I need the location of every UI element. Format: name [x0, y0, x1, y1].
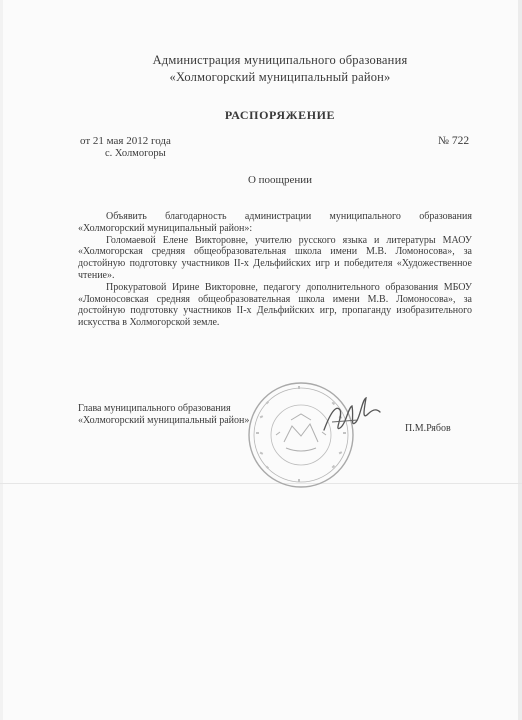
scan-edge-right	[518, 0, 522, 720]
document-number: № 722	[438, 135, 470, 147]
document-subject: О поощрении	[247, 174, 313, 186]
body-paragraph-2: Голомаевой Елене Викторовне, учителю русского языка и литературы МАОУ «Холмогорская средняя общеобразовательная школа имени М.В. Ломоносова», за достойную подготовку участников II-х Дельфийских игр и победителя «Художественное чтение».	[78, 234, 472, 281]
body-paragraph-1: Объявить благодарность администрации муниципального образования «Холмогорский муниципальный район»:	[78, 211, 472, 234]
signatory-title-line-2: «Холмогорский муниципальный район»	[78, 415, 250, 426]
document-type: РАСПОРЯЖЕНИЕ	[224, 108, 336, 122]
document-place: с. Холмогоры	[105, 148, 166, 159]
signatory-title-line-1: Глава муниципального образования	[78, 403, 231, 414]
handwritten-signature-icon	[318, 392, 388, 442]
body-paragraph-3: Прокуратовой Ирине Викторовне, педагогу дополнительного образования МБОУ «Ломоносовская средняя общеобразовательная школа имени М.В. Ломоносова», за достойную подготовку участников II-х Дельфийских игр, пропаганду изобразительного искусства в Холмогорской земле.	[78, 281, 472, 329]
issuer-line-2: «Холмогорский муниципальный район»	[169, 70, 391, 84]
document-date: от 21 мая 2012 года	[80, 135, 171, 147]
issuer-line-1: Администрация муниципального образования	[152, 53, 408, 67]
issuer-header	[90, 52, 470, 86]
signatory-name: П.М.Рябов	[405, 423, 451, 434]
scan-edge-left	[0, 0, 3, 720]
document-body	[78, 211, 472, 329]
